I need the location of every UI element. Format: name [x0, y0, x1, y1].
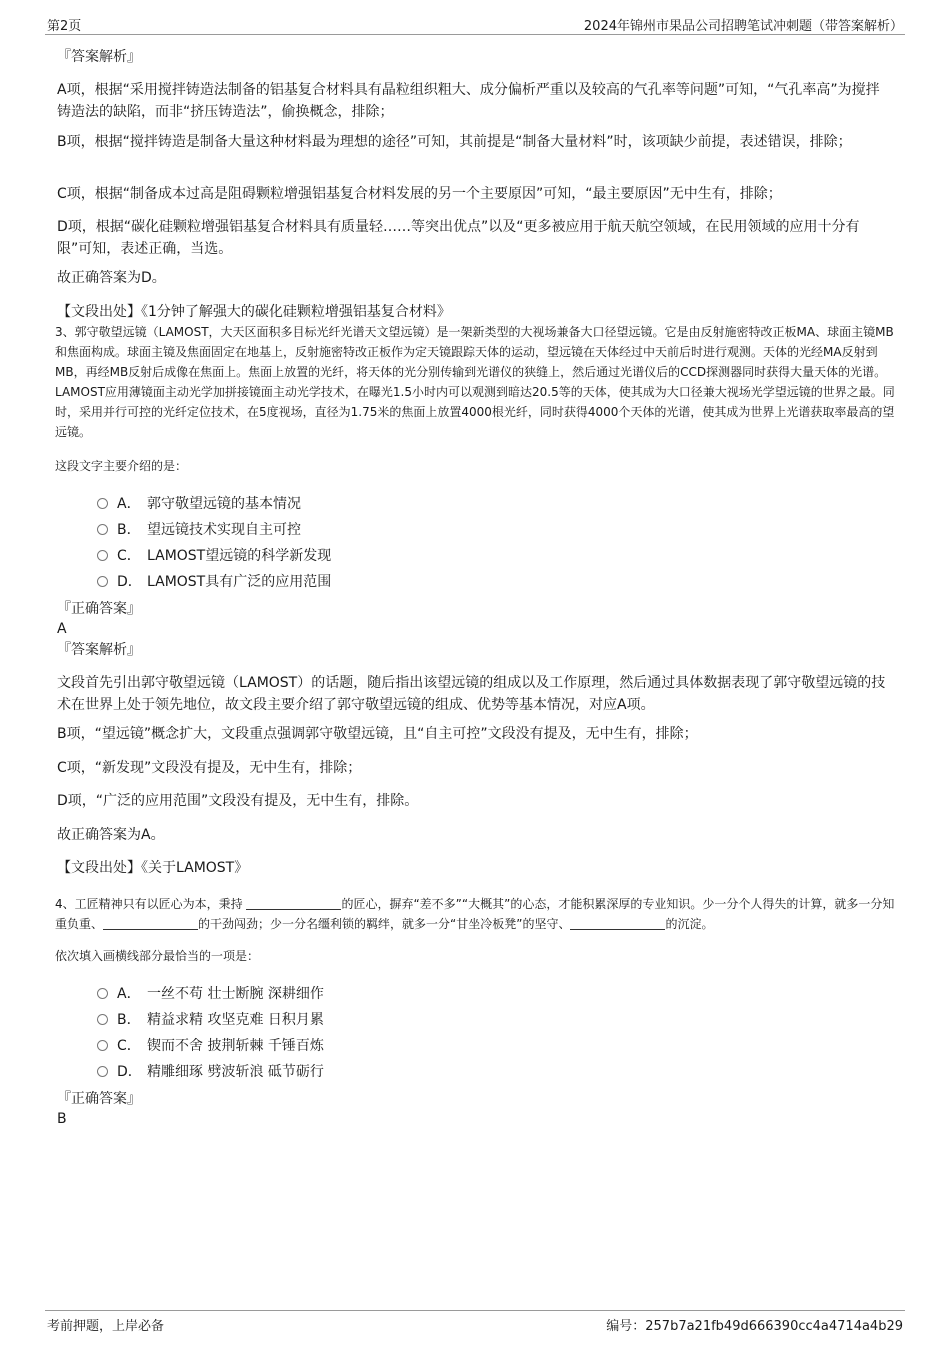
q4-option-b[interactable]: B． 精益求精 攻坚克难 日积月累	[97, 1011, 324, 1029]
q3-analysis-c: C项，“新发现”文段没有提及，无中生有，排除；	[57, 760, 362, 776]
document-id: 编号：257b7a21fb49d666390cc4a4714a4b29	[606, 1319, 903, 1334]
q2-analysis-label: 『答案解析』	[57, 49, 141, 65]
q3-stem: 3、郭守敬望远镜（LAMOST，大天区面积多目标光纤光谱天文望远镜）是一架新类型的大视场兼备大口径望远镜。它是由反射施密特改正板MA、球面主镜MB和焦面构成。球面主镜及焦面固定在地基上，反射施密特改正板作为定天镜跟踪天体的运动，望远镜在天体经过中天前后时进行观测。天体的光经MA反射到MB，再经MB反射后成像在焦面上。焦面上放置的光纤，将天体的光分别传输到光谱仪的狭缝上，然后通过光谱仪后的CCD探测器同时获得大量天体的光谱。LAMOST应用薄镜面主动光学加拼接镜面主动光学技术，在曝光1.5小时内可以观测到暗达20.5等的天体，使其成为大口径兼大视场光学望远镜的世界之最。同时，采用并行可控的光纤定位技术，在5度视场，直径为1.75米的焦面上放置4000根光纤，同时获得4000个天体的光谱，使其成为世界上光谱获取率最高的望远镜。	[55, 325, 895, 439]
q2-analysis-d: D项，根据“碳化硅颗粒增强铝基复合材料具有质量轻……等突出优点”以及“更多被应用于航天航空领域，在民用领域的应用十分有限”可知，表述正确，当选。	[57, 219, 860, 257]
fill-blank-2	[103, 916, 198, 930]
q2-analysis-b: B项，根据“搅拌铸造是制备大量这种材料最为理想的途径”可知，其前提是“制备大量材料”时，该项缺少前提，表述错误，排除；	[57, 134, 852, 150]
q4-stem: 4、工匠精神只有以匠心为本，秉持 的匠心，摒弃“差不多”“大概其”的心态，才能积累深厚的专业知识。少一分个人得失的计算，就多一分知重负重、 的干劲闯劲；少一分名缰利锁的羁绊，就多一分“甘坐冷板凳”的坚守、 的沉淀。	[55, 897, 895, 931]
footer-slogan: 考前押题，上岸必备	[47, 1319, 165, 1334]
q4-option-a[interactable]: A． 一丝不苟 壮士断腕 深耕细作	[97, 985, 324, 1003]
fill-blank-1	[246, 896, 341, 910]
q3-option-b[interactable]: B． 望远镜技术实现自主可控	[97, 521, 301, 539]
radio-button[interactable]	[97, 1066, 108, 1077]
page-number: 第2页	[47, 19, 82, 34]
q3-analysis-main: 文段首先引出郭守敬望远镜（LAMOST）的话题，随后指出该望远镜的组成以及工作原理，然后通过具体数据表现了郭守敬望远镜的技术在世界上处于领先地位，故文段主要介绍了郭守敬望远镜的组成、优势等基本情况，对应A项。	[57, 675, 886, 713]
q2-analysis-c: C项，根据“制备成本过高是阻碍颗粒增强铝基复合材料发展的另一个主要原因”可知，“最主要原因”无中生有，排除；	[57, 186, 782, 202]
radio-button[interactable]	[97, 550, 108, 561]
page-footer	[45, 1310, 905, 1341]
q4-answer-label: 『正确答案』	[57, 1091, 141, 1107]
radio-button[interactable]	[97, 988, 108, 999]
q3-source: 【文段出处】《关于LAMOST》	[57, 860, 249, 876]
document-title: 2024年锦州市果品公司招聘笔试冲刺题（带答案解析）	[583, 19, 903, 34]
q4-prompt: 依次填入画横线部分最恰当的一项是：	[55, 949, 260, 963]
q2-analysis-a: A项，根据“采用搅拌铸造法制备的铝基复合材料具有晶粒组织粗大、成分偏析严重以及较高的气孔率等问题”可知，“气孔率高”为搅拌铸造法的缺陷，而非“挤压铸造法”，偷换概念，排除；	[57, 82, 880, 120]
q3-answer-label: 『正确答案』	[57, 601, 141, 617]
q2-source: 【文段出处】《1分钟了解强大的碳化硅颗粒增强铝基复合材料》	[57, 304, 451, 320]
q3-option-c[interactable]: C． LAMOST望远镜的科学新发现	[97, 547, 331, 565]
q3-prompt: 这段文字主要介绍的是：	[55, 459, 188, 473]
radio-button[interactable]	[97, 524, 108, 535]
q3-answer: A	[57, 621, 67, 637]
q4-option-d[interactable]: D． 精雕细琢 劈波斩浪 砥节砺行	[97, 1063, 324, 1081]
q3-option-d[interactable]: D． LAMOST具有广泛的应用范围	[97, 573, 331, 591]
radio-button[interactable]	[97, 1014, 108, 1025]
q3-option-a[interactable]: A． 郭守敬望远镜的基本情况	[97, 495, 301, 513]
q3-analysis-label: 『答案解析』	[57, 642, 141, 658]
q4-answer: B	[57, 1111, 67, 1127]
q3-analysis-d: D项，“广泛的应用范围”文段没有提及，无中生有，排除。	[57, 793, 419, 809]
page-header	[45, 14, 905, 35]
q4-option-c[interactable]: C． 锲而不舍 披荆斩棘 千锤百炼	[97, 1037, 324, 1055]
radio-button[interactable]	[97, 1040, 108, 1051]
radio-button[interactable]	[97, 498, 108, 509]
radio-button[interactable]	[97, 576, 108, 587]
q2-conclusion: 故正确答案为D。	[57, 270, 166, 286]
q3-conclusion: 故正确答案为A。	[57, 827, 165, 843]
fill-blank-3	[570, 916, 665, 930]
q3-analysis-b: B项，“望远镜”概念扩大，文段重点强调郭守敬望远镜，且“自主可控”文段没有提及，无中生有，排除；	[57, 726, 698, 742]
